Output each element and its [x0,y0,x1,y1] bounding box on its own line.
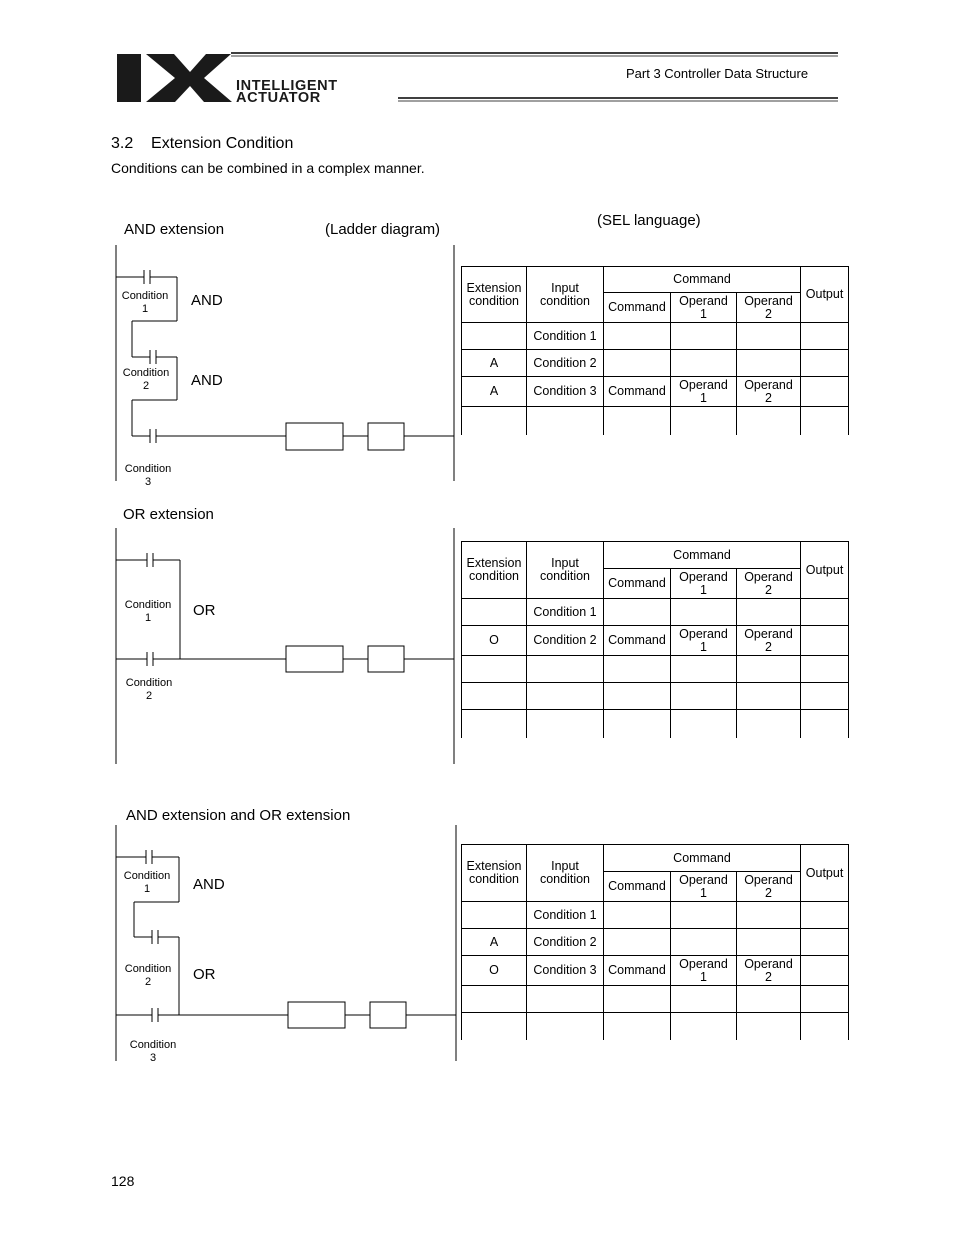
conjunction-label: OR [193,966,216,983]
conjunction-label: AND [193,876,225,893]
contact-label-3: Condition 3 [124,463,172,488]
page-number: 128 [111,1173,135,1189]
header-op2: Operand 2 [737,569,801,599]
logo-line1: INTELLIGENT [236,78,338,94]
header-op2: Operand 2 [737,293,801,323]
header-output: Output [801,845,849,902]
contact-label-2: Condition 2 [122,367,170,392]
part-title: Part 3 Controller Data Structure [626,66,809,81]
conjunction-label: OR [193,602,216,619]
ladder-diagram [110,245,460,485]
diagram-title: AND extension [124,221,225,238]
section-subtitle: Conditions can be combined in a complex manner. [111,160,425,176]
header-ext: Extension condition [462,542,527,599]
section-title: 3.2 Extension Condition [111,135,294,152]
header-output: Output [801,267,849,323]
sel-table [461,844,849,1040]
diagram-title: AND extension and OR extension [126,807,351,824]
contact-label-3: Condition 3 [129,1039,177,1064]
table-row: A Condition 2 [462,350,849,377]
header-output: Output [801,542,849,599]
table-row [462,407,849,435]
sel-table [461,266,849,435]
table-row [462,683,849,710]
table-row: Condition 1 [462,902,849,929]
logo-line2: ACTUATOR [236,90,321,106]
header-op1: Operand 1 [671,872,737,902]
contact-label-2: Condition 2 [125,677,173,702]
header-op2: Operand 2 [737,872,801,902]
header-command-group: Command [604,542,801,569]
diagram-title: OR extension [123,506,214,523]
table-row [462,1013,849,1040]
header-input: Input condition [527,845,604,902]
conjunction-label: AND [191,372,223,389]
table-row: Condition 1 [462,599,849,626]
table-row [462,986,849,1013]
contact-label-1: Condition 1 [121,290,169,315]
ladder-diagram [110,825,460,1065]
contact-label-1: Condition 1 [124,599,172,624]
sel-label: (SEL language) [597,212,701,229]
table-row: A Condition 3 Command Operand 1 Operand 2 [462,377,849,407]
table-row [462,710,849,738]
header-command: Command [604,872,671,902]
header-op1: Operand 1 [671,293,737,323]
contact-label-2: Condition 2 [124,963,172,988]
header-command: Command [604,569,671,599]
header-input: Input condition [527,542,604,599]
header-command-group: Command [604,267,801,293]
table-row: O Condition 2 Command Operand 1 Operand 2 [462,626,849,656]
contact-label-1: Condition 1 [123,870,171,895]
ladder-diagram [110,528,460,768]
table-row [462,656,849,683]
ladder-label: (Ladder diagram) [325,221,441,238]
table-row: O Condition 3 Command Operand 1 Operand 2 [462,956,849,986]
table-row: A Condition 2 [462,929,849,956]
header-ext: Extension condition [462,845,527,902]
header-op1: Operand 1 [671,569,737,599]
table-row: Condition 1 [462,323,849,350]
sel-table [461,541,849,738]
header-command: Command [604,293,671,323]
header-input: Input condition [527,267,604,323]
header-command-group: Command [604,845,801,872]
conjunction-label: AND [191,292,223,309]
header-ext: Extension condition [462,267,527,323]
